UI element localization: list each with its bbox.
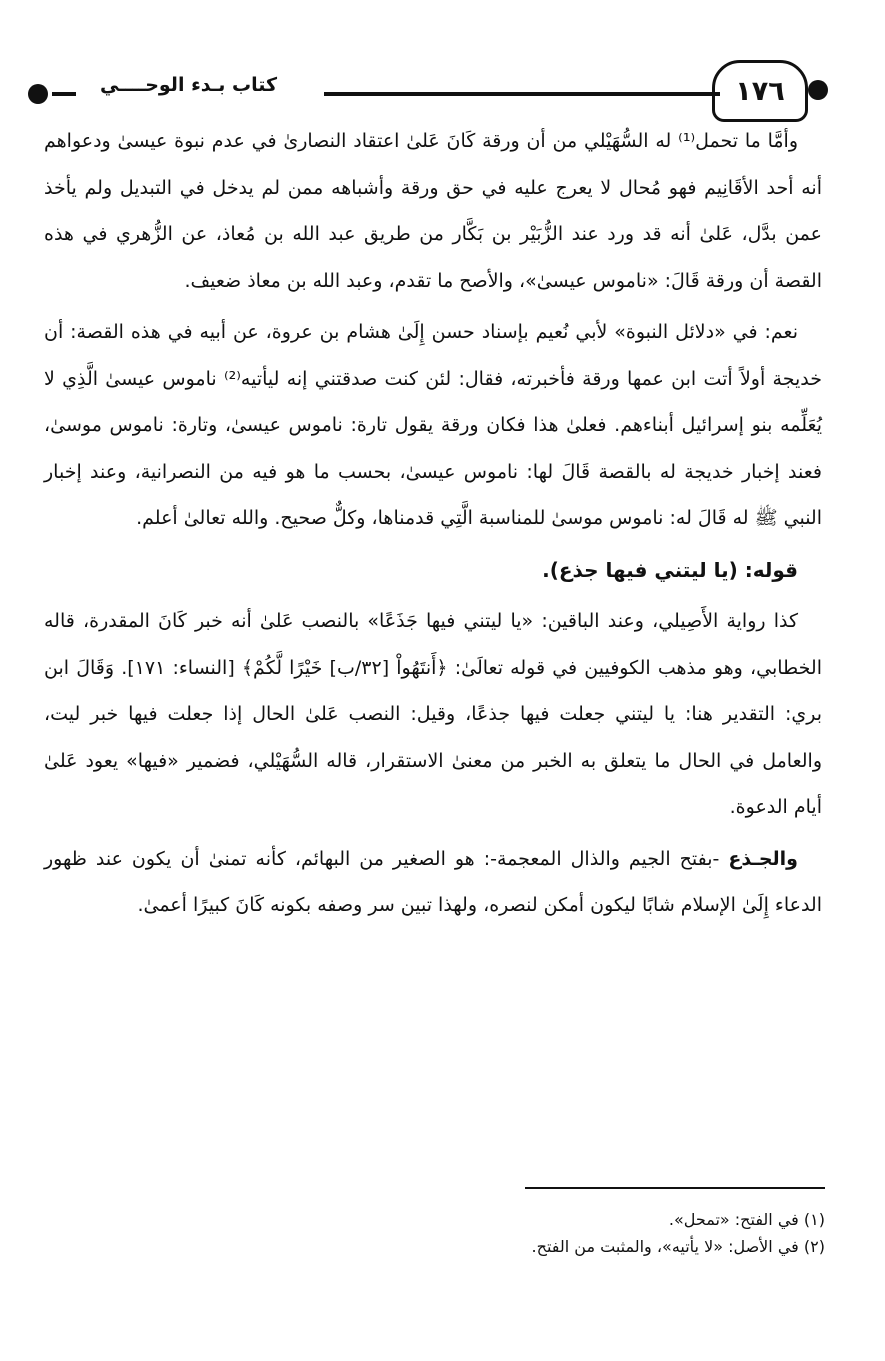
- footnote-divider: [525, 1187, 825, 1189]
- book-title: كتاب بـدء الوحــــي: [100, 74, 278, 96]
- header-left-dot: [28, 84, 48, 104]
- header-short-rule: [52, 92, 76, 96]
- footnote-2: (٢) في الأصل: «لا يأتيه»، والمثبت من الفتح.: [531, 1237, 825, 1256]
- paragraph-4: كذا رواية الأَصِيلي، وعند الباقين: «يا ليتني فيها جَذَعًا» بالنصب عَلىٰ أنه خبر كَانَ المقدرة، قاله الخطابي، وهو مذهب الكوفيين في قوله تعالَىٰ: ﴿أَنتَهُواْ [٣٢/ب] خَيْرًا لَّكُمْ﴾ [النساء: ١٧١]. وَقَالَ ابن بري: التقدير هنا: يا ليتني جعلت فيها جذعًا، وقيل: النصب عَلىٰ الحال إذا جعلت فيها خبر ليت، والعامل في الحال ما يتعلق به الخبر من معنىٰ الاستقرار، قاله السُّهَيْلي، فضمير «فيها» يعود عَلىٰ أيام الدعوة.: [44, 610, 822, 818]
- page-body: [44, 118, 822, 934]
- paragraph-5-text: -بفتح الجيم والذال المعجمة-: هو الصغير من البهائم، كأنه تمنىٰ أن يكون عند ظهور الدعاء إِلَىٰ الإسلام شابًا ليكون أمكن لنصره، ولهذا تبين سر وصفه بكونه كَانَ كبيرًا أعمىٰ.: [44, 847, 822, 916]
- paragraph-5: [44, 836, 822, 929]
- footnotes: [125, 1206, 825, 1260]
- paragraph-2: نعم: في «دلائل النبوة» لأبي نُعيم بإسناد حسن إِلَىٰ هشام بن عروة، عن أبيه في هذه القصة: أن خديجة أولاً أتت ابن عمها ورقة فأخبرته، فقال: لئن كنت صدقتني إنه ليأتيه⁽²⁾ ناموس عيسىٰ الَّذِي لا يُعَلِّمه بنو إسرائيل أبناءهم. فعلىٰ هذا فكان ورقة يقول تارة: ناموس عيسىٰ، وتارة: ناموس موسىٰ، فعند إخبار خديجة له بالقصة قَالَ لها: ناموس عيسىٰ، بحسب ما هو فيه من النصرانية، وعند إخبار النبي ﷺ له قَالَ له: ناموس موسىٰ للمناسبة الَّتِي قدمناها، وكلٌّ صحيح. والله تعالىٰ أعلم.: [44, 321, 822, 529]
- page-header: [28, 60, 828, 120]
- footnote-1: (١) في الفتح: «تمحل».: [668, 1210, 825, 1229]
- header-rule: [324, 92, 720, 96]
- quoted-phrase: قوله: (يا ليتني فيها جذع).: [542, 557, 798, 582]
- paragraph-1: وأمَّا ما تحمل⁽¹⁾ له السُّهَيْلي من أن ورقة كَانَ عَلىٰ اعتقاد النصارىٰ في عدم نبوة عيسىٰ ودعواهم أنه أحد الأقَانِيم فهو مُحال لا يعرج عليه في حق ورقة وأشباهه ممن لم يدخل في التبديل ولم يأخذ عمن بدَّل، عَلىٰ أنه قد ورد عند الزُّبَيْر بن بَكَّار من طريق عبد الله بن مُعاذ، عن الزُّهري في هذه القصة أن ورقة قَالَ: «ناموس عيسىٰ»، والأصح ما تقدم، وعبد الله بن معاذ ضعيف.: [44, 130, 822, 292]
- page-number: ١٧٦: [712, 60, 808, 122]
- header-right-dot: [808, 80, 828, 100]
- paragraph-5-lead: والجـذع: [728, 847, 798, 870]
